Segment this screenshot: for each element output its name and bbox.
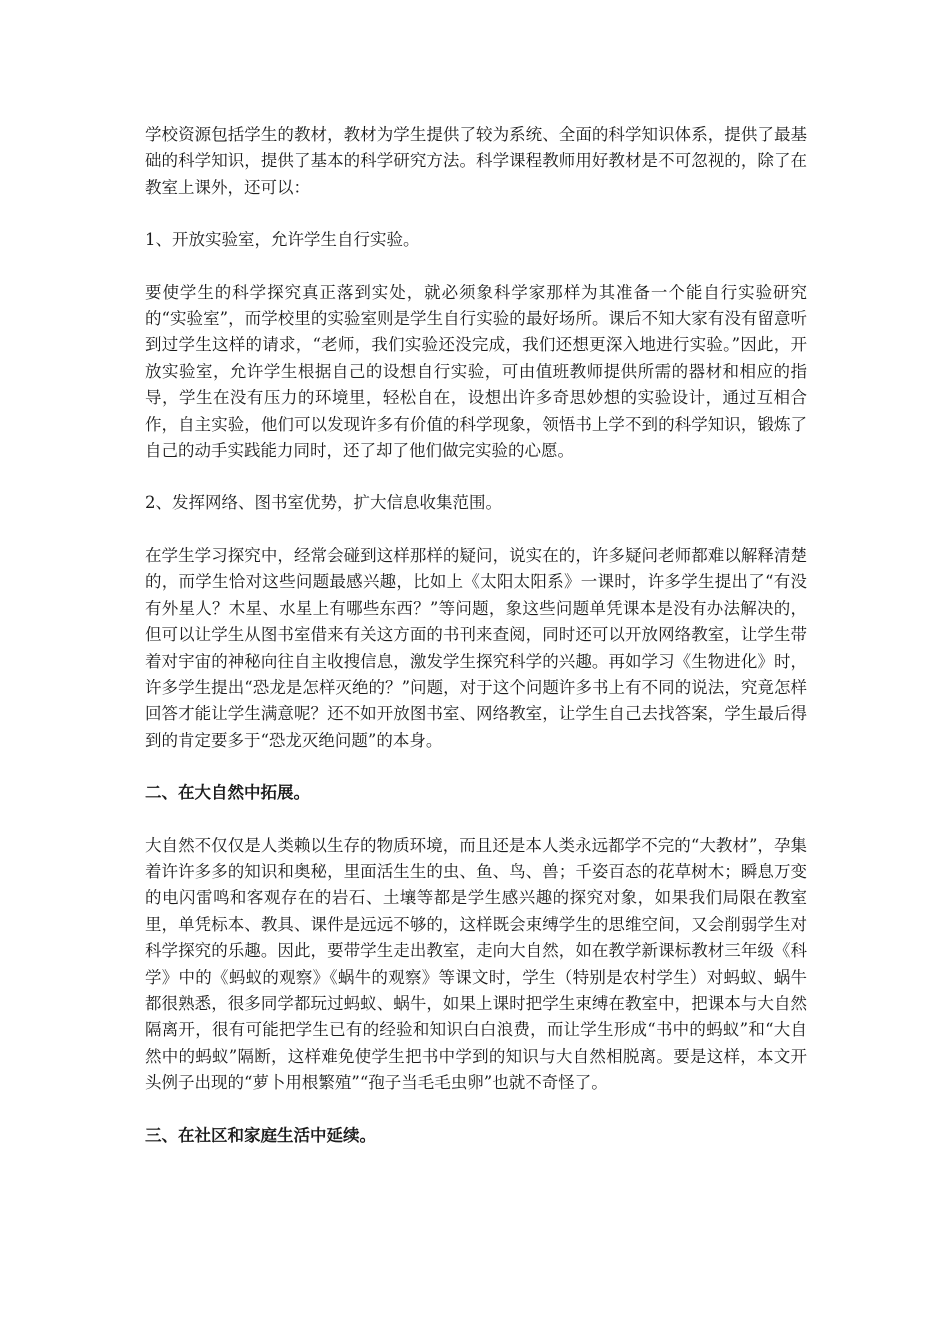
paragraph-textbook-resources: 学校资源包括学生的教材，教材为学生提供了较为系统、全面的科学知识体系，提供了最基础的科学知识，提供了基本的科学研究方法。科学课程教师用好教材是不可忽视的，除了在教室上课外，还可以： xyxy=(145,125,807,197)
paragraph-laboratory-practice: 要使学生的科学探究真正落到实处，就必须象科学家那样为其准备一个能自行实验研究的“实验室”，而学校里的实验室则是学生自行实验的最好场所。课后不知大家有没有留意听到过学生这样的请求，“老师，我们实验还没完成，我们还想更深入地进行实验。”因此，开放实验室，允许学生根据自己的设想自行实验，可由值班教师提供所需的器材和相应的指导，学生在没有压力的环境里，轻松自在，设想出许多奇思妙想的实验设计，通过互相合作，自主实验，他们可以发现许多有价值的科学现象，领悟书上学不到的科学知识，锻炼了自己的动手实践能力同时，还了却了他们做完实验的心愿。 xyxy=(145,282,807,461)
item-network-library: 2、发挥网络、图书室优势，扩大信息收集范围。 xyxy=(145,493,502,513)
item-open-laboratory: 1、开放实验室，允许学生自行实验。 xyxy=(145,230,420,250)
section-heading-nature: 二、在大自然中拓展。 xyxy=(145,783,310,803)
paragraph-nature-exploration: 大自然不仅仅是人类赖以生存的物质环境，而且还是本人类永远都学不完的“大教材”，孕集着许许多多的知识和奥秘，里面活生生的虫、鱼、鸟、兽；千姿百态的花草树木；瞬息万变的电闪雷鸣和客观存在的岩石、土壤等都是学生感兴趣的探究对象，如果我们局限在教室里，单凭标本、教具、课件是远远不够的，这样既会束缚学生的思维空间，又会削弱学生对科学探究的乐趣。因此，要带学生走出教室，走向大自然，如在教学新课标教材三年级《科学》中的《蚂蚁的观察》《蜗牛的观察》等课文时，学生（特别是农村学生）对蚂蚁、蜗牛都很熟悉，很多同学都玩过蚂蚁、蜗牛，如果上课时把学生束缚在教室中，把课本与大自然隔离开，很有可能把学生已有的经验和知识白白浪费，而让学生形成“书中的蚂蚁”和“大自然中的蚂蚁”隔断，这样难免使学生把书中学到的知识与大自然相脱离。要是这样，本文开头例子出现的“萝卜用根繁殖”“孢子当毛毛虫卵”也就不奇怪了。 xyxy=(145,835,807,1093)
document-body xyxy=(145,122,807,1175)
section-heading-community-family: 三、在社区和家庭生活中延续。 xyxy=(145,1125,376,1145)
paragraph-information-collection: 在学生学习探究中，经常会碰到这样那样的疑问，说实在的，许多疑问老师都难以解释清楚的，而学生恰对这些问题最感兴趣，比如上《太阳太阳系》一课时，许多学生提出了“有没有外星人？木星、水星上有哪些东西？”等问题，象这些问题单凭课本是没有办法解决的，但可以让学生从图书室借来有关这方面的书刊来查阅，同时还可以开放网络教室，让学生带着对宇宙的神秘向往自主收搜信息，激发学生探究科学的兴趣。再如学习《生物进化》时，许多学生提出“恐龙是怎样灭绝的？”问题，对于这个问题许多书上有不同的说法，究竟怎样回答才能让学生满意呢？还不如开放图书室、网络教室，让学生自己去找答案，学生最后得到的肯定要多于“恐龙灭绝问题”的本身。 xyxy=(145,545,807,750)
